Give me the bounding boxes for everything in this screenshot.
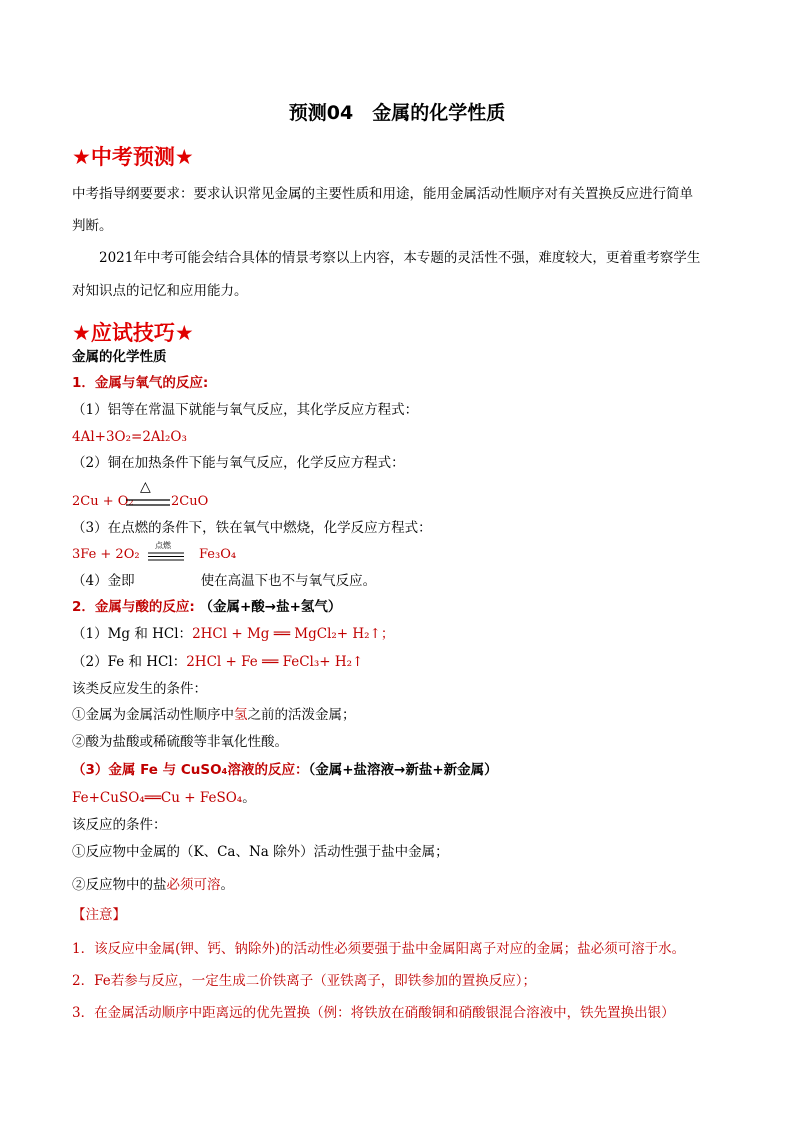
oxygen-item-1: （1）铝等在常温下就能与氧气反应，其化学反应方程式：: [72, 402, 419, 418]
equals-sign: [148, 551, 184, 563]
acid-heading: 2．金属与酸的反应: （金属+酸→盐+氢气）: [72, 599, 342, 615]
oxygen-item-4: （4）金即 使在高温下也不与氧气反应。: [72, 573, 377, 589]
intro-paragraph-1-cont: 判断。: [72, 218, 113, 234]
salt-condition-2: ②反应物中的盐必须可溶。: [72, 877, 234, 893]
salt-condition-title: 该反应的条件：: [72, 817, 167, 833]
salt-heading: （3）金属 Fe 与 CuSO₄溶液的反应：（金属+盐溶液→新盐+新金属）: [72, 762, 498, 778]
note-2: 2．Fe若参与反应，一定生成二价铁离子（亚铁离子，即铁参加的置换反应）；: [72, 973, 536, 989]
skills-heading: ★应试技巧★: [72, 321, 194, 345]
oxygen-item-2: （2）铜在加热条件下能与氧气反应，化学反应方程式：: [72, 455, 405, 471]
page-title: 预测04 金属的化学性质: [288, 102, 506, 124]
acid-item-1: （1）Mg 和 HCl：2HCl + Mg ══ MgCl₂+ H₂↑；: [72, 626, 395, 642]
oxygen-eq-1: 4Al+3O₂=2Al₂O₃: [72, 429, 187, 445]
oxygen-eq-3-right: Fe₃O₄: [199, 547, 237, 562]
acid-condition-title: 该类反应发生的条件：: [72, 681, 207, 697]
ignite-condition: 点燃: [155, 541, 171, 550]
topic-title: 金属的化学性质: [72, 349, 167, 365]
note-3: 3．在金属活动顺序中距离远的优先置换（例：将铁放在硝酸铜和硝酸银混合溶液中，铁先置换出银）: [72, 1005, 675, 1021]
intro-paragraph-1: 中考指导纲要要求：要求认识常见金属的主要性质和用途，能用金属活动性顺序对有关置换反应进行简单: [72, 186, 693, 202]
acid-condition-1: ①金属为金属活动性顺序中氢之前的活泼金属；: [72, 707, 356, 723]
oxygen-eq-3-left: 3Fe + 2O₂: [72, 547, 140, 562]
oxygen-heading: 1．金属与氧气的反应:: [72, 375, 209, 391]
salt-condition-1: ①反应物中金属的（K、Ca、Na 除外）活动性强于盐中金属；: [72, 844, 449, 860]
acid-condition-2: ②酸为盐酸或稀硫酸等非氧化性酸。: [72, 734, 288, 750]
intro-paragraph-2: 2021年中考可能会结合具体的情景考察以上内容，本专题的灵活性不强，难度较大，更着重考察学生: [99, 250, 701, 266]
oxygen-item-3: （3）在点燃的条件下，铁在氧气中燃烧，化学反应方程式：: [72, 520, 432, 536]
acid-item-2: （2）Fe 和 HCl：2HCl + Fe ══ FeCl₃+ H₂↑: [72, 654, 364, 670]
oxygen-eq-2-left: 2Cu + O₂: [72, 494, 134, 509]
heat-condition-icon: △: [140, 479, 151, 495]
notes-heading: 【注意】: [72, 907, 126, 923]
note-1: 1．该反应中金属(钾、钙、钠除外)的活动性必须要强于盐中金属阳离子对应的金属；盐必须可溶于水。: [72, 941, 686, 957]
intro-paragraph-2-cont: 对知识点的记忆和应用能力。: [72, 283, 248, 299]
oxygen-eq-2-right: 2CuO: [171, 494, 209, 509]
salt-equation: Fe+CuSO₄══Cu + FeSO₄。: [72, 790, 256, 806]
equals-sign: [126, 497, 170, 509]
forecast-heading: ★中考预测★: [72, 145, 194, 169]
